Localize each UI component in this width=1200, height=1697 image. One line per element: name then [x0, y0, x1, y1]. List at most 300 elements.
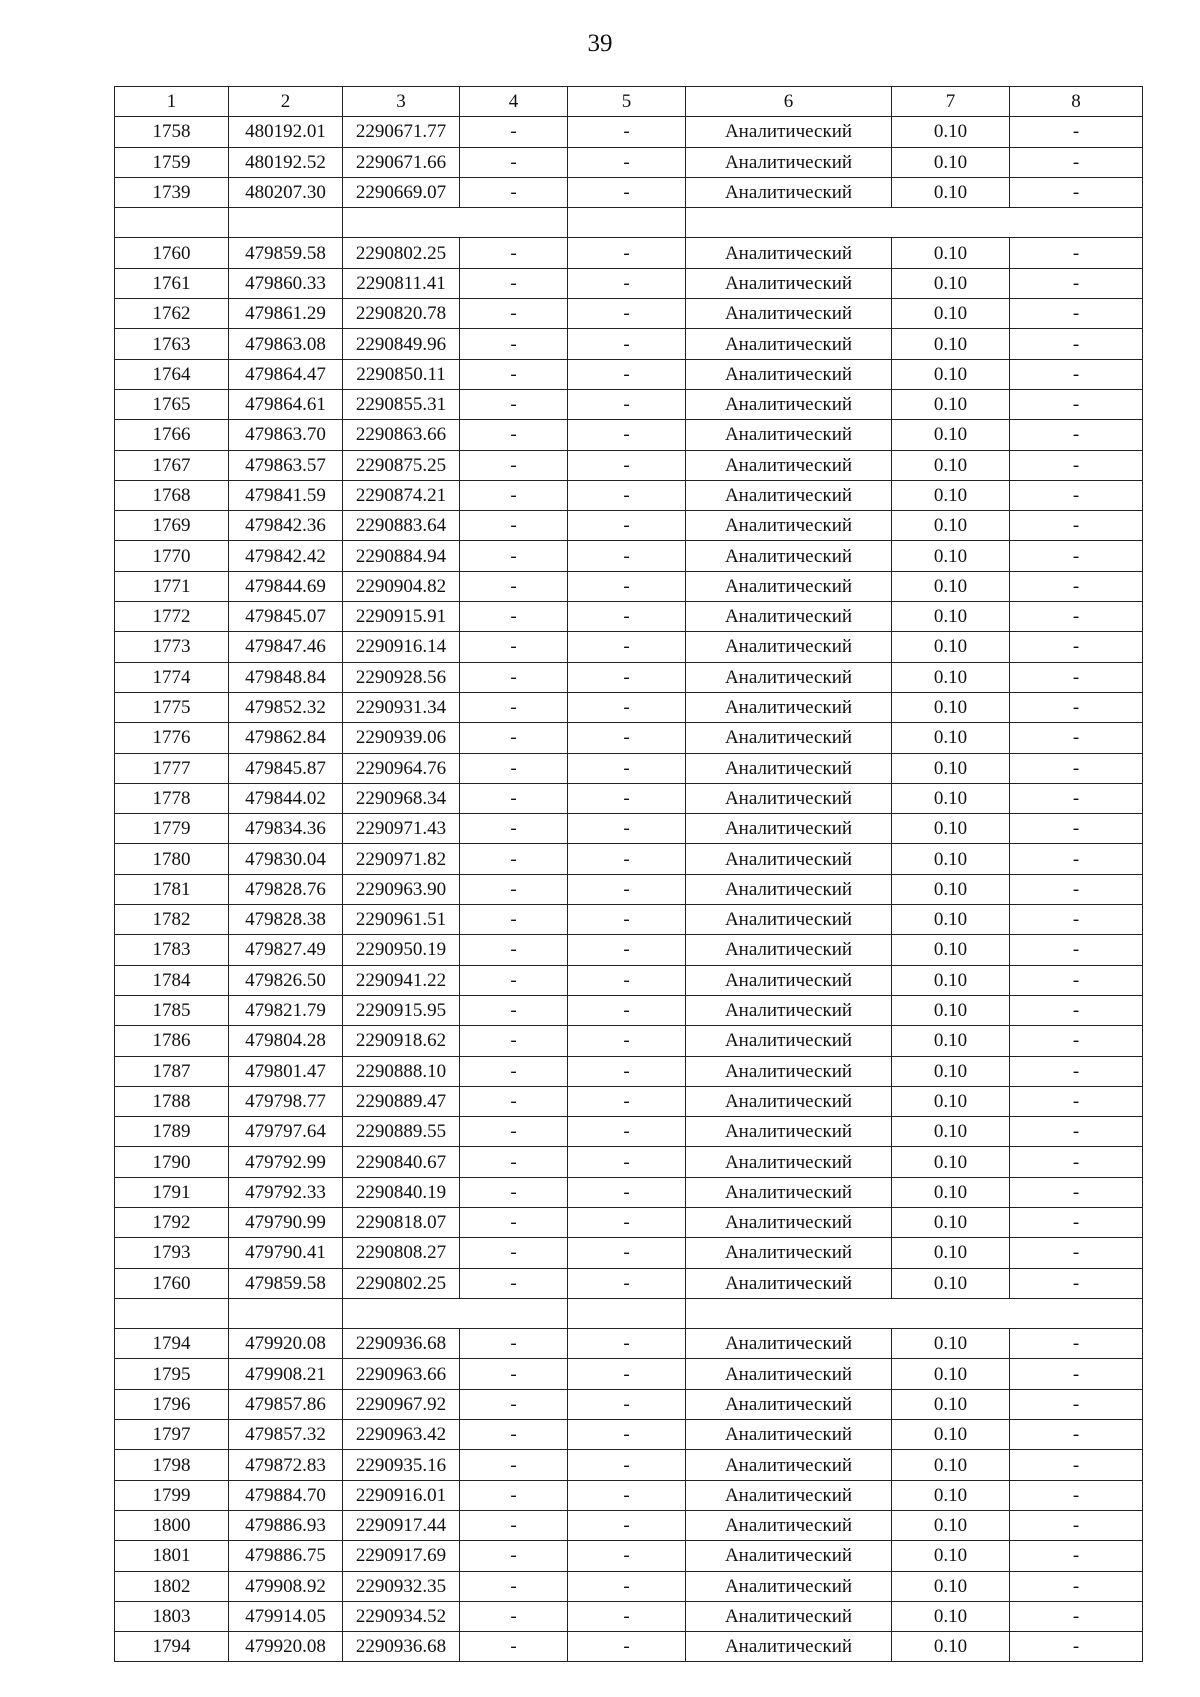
cell-col-6: Аналитический	[686, 420, 892, 450]
cell-col-6: Аналитический	[686, 1450, 892, 1480]
cell-col-4: -	[460, 359, 568, 389]
cell-col-8: -	[1010, 299, 1143, 329]
cell-col-4: -	[460, 1026, 568, 1056]
table-row	[115, 1480, 1143, 1510]
cell-col-6: Аналитический	[686, 844, 892, 874]
table-row	[115, 117, 1143, 147]
cell-col-6: Аналитический	[686, 1571, 892, 1601]
cell-col-7: 0.10	[892, 662, 1010, 692]
separator-cell	[892, 1298, 1010, 1328]
cell-col-1: 1791	[115, 1177, 229, 1207]
cell-col-5: -	[568, 1268, 686, 1298]
cell-col-4: -	[460, 329, 568, 359]
table-row	[115, 541, 1143, 571]
cell-col-1: 1775	[115, 692, 229, 722]
cell-col-4: -	[460, 389, 568, 419]
cell-col-5: -	[568, 1207, 686, 1237]
cell-col-3: 2290950.19	[343, 935, 460, 965]
cell-col-2: 480192.01	[229, 117, 343, 147]
cell-col-1: 1766	[115, 420, 229, 450]
cell-col-4: -	[460, 753, 568, 783]
table-row	[115, 753, 1143, 783]
table-row	[115, 783, 1143, 813]
cell-col-3: 2290802.25	[343, 238, 460, 268]
cell-col-8: -	[1010, 1329, 1143, 1359]
table-row	[115, 814, 1143, 844]
cell-col-3: 2290936.68	[343, 1632, 460, 1662]
cell-col-7: 0.10	[892, 1389, 1010, 1419]
cell-col-5: -	[568, 1026, 686, 1056]
cell-col-5: -	[568, 1238, 686, 1268]
cell-col-7: 0.10	[892, 783, 1010, 813]
cell-col-7: 0.10	[892, 1026, 1010, 1056]
cell-col-4: -	[460, 1268, 568, 1298]
cell-col-3: 2290971.43	[343, 814, 460, 844]
cell-col-4: -	[460, 783, 568, 813]
cell-col-7: 0.10	[892, 1147, 1010, 1177]
cell-col-6: Аналитический	[686, 1147, 892, 1177]
cell-col-8: -	[1010, 1268, 1143, 1298]
cell-col-2: 479863.57	[229, 450, 343, 480]
cell-col-8: -	[1010, 753, 1143, 783]
cell-col-8: -	[1010, 1450, 1143, 1480]
cell-col-3: 2290916.14	[343, 632, 460, 662]
cell-col-8: -	[1010, 147, 1143, 177]
cell-col-8: -	[1010, 1420, 1143, 1450]
table-row	[115, 329, 1143, 359]
table-row	[115, 662, 1143, 692]
cell-col-5: -	[568, 238, 686, 268]
cell-col-1: 1764	[115, 359, 229, 389]
cell-col-6: Аналитический	[686, 1117, 892, 1147]
cell-col-1: 1758	[115, 117, 229, 147]
table-row	[115, 450, 1143, 480]
cell-col-7: 0.10	[892, 1420, 1010, 1450]
cell-col-2: 479864.61	[229, 389, 343, 419]
cell-col-1: 1762	[115, 299, 229, 329]
separator-cell	[343, 1298, 460, 1328]
cell-col-3: 2290889.55	[343, 1117, 460, 1147]
cell-col-6: Аналитический	[686, 299, 892, 329]
cell-col-3: 2290840.19	[343, 1177, 460, 1207]
cell-col-7: 0.10	[892, 1541, 1010, 1571]
cell-col-5: -	[568, 389, 686, 419]
cell-col-2: 479790.99	[229, 1207, 343, 1237]
cell-col-1: 1787	[115, 1056, 229, 1086]
separator-row	[115, 208, 1143, 238]
cell-col-6: Аналитический	[686, 389, 892, 419]
cell-col-6: Аналитический	[686, 1420, 892, 1450]
cell-col-1: 1794	[115, 1632, 229, 1662]
cell-col-8: -	[1010, 995, 1143, 1025]
cell-col-4: -	[460, 571, 568, 601]
cell-col-6: Аналитический	[686, 238, 892, 268]
cell-col-6: Аналитический	[686, 1632, 892, 1662]
cell-col-8: -	[1010, 238, 1143, 268]
cell-col-8: -	[1010, 602, 1143, 632]
cell-col-3: 2290863.66	[343, 420, 460, 450]
cell-col-2: 479826.50	[229, 965, 343, 995]
cell-col-4: -	[460, 692, 568, 722]
separator-row	[115, 1298, 1143, 1328]
cell-col-7: 0.10	[892, 117, 1010, 147]
cell-col-6: Аналитический	[686, 753, 892, 783]
cell-col-4: -	[460, 874, 568, 904]
cell-col-4: -	[460, 1632, 568, 1662]
table-row	[115, 1632, 1143, 1662]
cell-col-6: Аналитический	[686, 935, 892, 965]
cell-col-3: 2290671.66	[343, 147, 460, 177]
cell-col-3: 2290915.91	[343, 602, 460, 632]
table-row	[115, 1601, 1143, 1631]
cell-col-2: 479886.75	[229, 1541, 343, 1571]
cell-col-8: -	[1010, 420, 1143, 450]
cell-col-1: 1774	[115, 662, 229, 692]
cell-col-8: -	[1010, 1056, 1143, 1086]
cell-col-4: -	[460, 177, 568, 207]
table-row	[115, 632, 1143, 662]
cell-col-4: -	[460, 1420, 568, 1450]
cell-col-2: 479841.59	[229, 480, 343, 510]
cell-col-8: -	[1010, 814, 1143, 844]
cell-col-7: 0.10	[892, 632, 1010, 662]
cell-col-4: -	[460, 1117, 568, 1147]
cell-col-6: Аналитический	[686, 662, 892, 692]
cell-col-4: -	[460, 965, 568, 995]
cell-col-1: 1739	[115, 177, 229, 207]
cell-col-3: 2290889.47	[343, 1086, 460, 1116]
cell-col-6: Аналитический	[686, 1359, 892, 1389]
table-row	[115, 177, 1143, 207]
cell-col-8: -	[1010, 844, 1143, 874]
table-row	[115, 935, 1143, 965]
cell-col-2: 479857.86	[229, 1389, 343, 1419]
cell-col-4: -	[460, 814, 568, 844]
cell-col-2: 479857.32	[229, 1420, 343, 1450]
cell-col-5: -	[568, 692, 686, 722]
separator-cell	[460, 1298, 568, 1328]
cell-col-2: 479860.33	[229, 268, 343, 298]
cell-col-3: 2290904.82	[343, 571, 460, 601]
cell-col-8: -	[1010, 329, 1143, 359]
table-row	[115, 1056, 1143, 1086]
cell-col-2: 479792.33	[229, 1177, 343, 1207]
cell-col-5: -	[568, 147, 686, 177]
cell-col-7: 0.10	[892, 541, 1010, 571]
table-row	[115, 1238, 1143, 1268]
cell-col-7: 0.10	[892, 450, 1010, 480]
cell-col-4: -	[460, 117, 568, 147]
cell-col-6: Аналитический	[686, 632, 892, 662]
cell-col-4: -	[460, 268, 568, 298]
table-row	[115, 268, 1143, 298]
cell-col-6: Аналитический	[686, 965, 892, 995]
table-row	[115, 480, 1143, 510]
cell-col-1: 1769	[115, 511, 229, 541]
cell-col-7: 0.10	[892, 1632, 1010, 1662]
table-row	[115, 1026, 1143, 1056]
cell-col-3: 2290917.44	[343, 1510, 460, 1540]
cell-col-2: 480192.52	[229, 147, 343, 177]
cell-col-2: 479863.08	[229, 329, 343, 359]
table-row	[115, 299, 1143, 329]
cell-col-6: Аналитический	[686, 1207, 892, 1237]
cell-col-1: 1782	[115, 905, 229, 935]
cell-col-6: Аналитический	[686, 359, 892, 389]
cell-col-2: 479844.69	[229, 571, 343, 601]
separator-cell	[568, 208, 686, 238]
cell-col-6: Аналитический	[686, 571, 892, 601]
table-row	[115, 1117, 1143, 1147]
cell-col-2: 479884.70	[229, 1480, 343, 1510]
cell-col-1: 1794	[115, 1329, 229, 1359]
cell-col-8: -	[1010, 1147, 1143, 1177]
cell-col-6: Аналитический	[686, 480, 892, 510]
cell-col-6: Аналитический	[686, 511, 892, 541]
separator-cell	[686, 1298, 892, 1328]
cell-col-7: 0.10	[892, 389, 1010, 419]
cell-col-6: Аналитический	[686, 1056, 892, 1086]
cell-col-1: 1765	[115, 389, 229, 419]
table-header-row	[115, 87, 1143, 117]
cell-col-1: 1770	[115, 541, 229, 571]
cell-col-5: -	[568, 965, 686, 995]
table-row	[115, 1207, 1143, 1237]
page-number: 39	[587, 30, 613, 57]
separator-cell	[229, 208, 343, 238]
cell-col-7: 0.10	[892, 329, 1010, 359]
cell-col-5: -	[568, 1480, 686, 1510]
cell-col-7: 0.10	[892, 1510, 1010, 1540]
cell-col-7: 0.10	[892, 1268, 1010, 1298]
table-row	[115, 1389, 1143, 1419]
cell-col-1: 1788	[115, 1086, 229, 1116]
cell-col-2: 479842.42	[229, 541, 343, 571]
cell-col-3: 2290883.64	[343, 511, 460, 541]
table-row	[115, 238, 1143, 268]
cell-col-2: 479848.84	[229, 662, 343, 692]
cell-col-6: Аналитический	[686, 1238, 892, 1268]
cell-col-4: -	[460, 844, 568, 874]
cell-col-1: 1771	[115, 571, 229, 601]
cell-col-1: 1760	[115, 1268, 229, 1298]
cell-col-4: 4	[460, 87, 568, 117]
cell-col-4: -	[460, 995, 568, 1025]
cell-col-7: 0.10	[892, 1207, 1010, 1237]
cell-col-3: 2290808.27	[343, 1238, 460, 1268]
cell-col-1: 1796	[115, 1389, 229, 1419]
cell-col-3: 2290918.62	[343, 1026, 460, 1056]
cell-col-6: Аналитический	[686, 1601, 892, 1631]
cell-col-4: -	[460, 541, 568, 571]
separator-cell	[1010, 1298, 1143, 1328]
table-row	[115, 389, 1143, 419]
cell-col-5: -	[568, 1117, 686, 1147]
cell-col-2: 479908.92	[229, 1571, 343, 1601]
cell-col-1: 1803	[115, 1601, 229, 1631]
cell-col-7: 0.10	[892, 1571, 1010, 1601]
cell-col-7: 0.10	[892, 1238, 1010, 1268]
table-row	[115, 844, 1143, 874]
cell-col-1: 1784	[115, 965, 229, 995]
cell-col-2: 479859.58	[229, 1268, 343, 1298]
cell-col-4: -	[460, 1329, 568, 1359]
table-row	[115, 1329, 1143, 1359]
cell-col-4: -	[460, 935, 568, 965]
cell-col-3: 2290931.34	[343, 692, 460, 722]
separator-cell	[892, 208, 1010, 238]
cell-col-5: -	[568, 662, 686, 692]
cell-col-5: -	[568, 1359, 686, 1389]
cell-col-5: -	[568, 1177, 686, 1207]
cell-col-1: 1768	[115, 480, 229, 510]
table-row	[115, 1450, 1143, 1480]
cell-col-2: 479864.47	[229, 359, 343, 389]
cell-col-2: 2	[229, 87, 343, 117]
cell-col-6: Аналитический	[686, 874, 892, 904]
cell-col-3: 2290961.51	[343, 905, 460, 935]
cell-col-2: 479863.70	[229, 420, 343, 450]
cell-col-8: -	[1010, 268, 1143, 298]
cell-col-5: -	[568, 329, 686, 359]
cell-col-8: -	[1010, 874, 1143, 904]
cell-col-1: 1802	[115, 1571, 229, 1601]
table-row	[115, 692, 1143, 722]
cell-col-8: -	[1010, 1117, 1143, 1147]
cell-col-5: -	[568, 541, 686, 571]
cell-col-2: 479830.04	[229, 844, 343, 874]
cell-col-1: 1799	[115, 1480, 229, 1510]
cell-col-5: 5	[568, 87, 686, 117]
cell-col-8: -	[1010, 1601, 1143, 1631]
cell-col-5: -	[568, 1389, 686, 1419]
cell-col-8: -	[1010, 1480, 1143, 1510]
cell-col-3: 2290916.01	[343, 1480, 460, 1510]
cell-col-5: -	[568, 814, 686, 844]
cell-col-4: -	[460, 511, 568, 541]
cell-col-3: 2290849.96	[343, 329, 460, 359]
cell-col-6: Аналитический	[686, 602, 892, 632]
cell-col-7: 0.10	[892, 359, 1010, 389]
cell-col-1: 1778	[115, 783, 229, 813]
cell-col-4: -	[460, 1238, 568, 1268]
cell-col-7: 0.10	[892, 480, 1010, 510]
cell-col-6: Аналитический	[686, 147, 892, 177]
cell-col-1: 1777	[115, 753, 229, 783]
cell-col-1: 1792	[115, 1207, 229, 1237]
cell-col-3: 2290888.10	[343, 1056, 460, 1086]
cell-col-7: 0.10	[892, 1117, 1010, 1147]
separator-cell	[343, 208, 460, 238]
cell-col-4: -	[460, 1177, 568, 1207]
cell-col-8: -	[1010, 723, 1143, 753]
cell-col-3: 2290820.78	[343, 299, 460, 329]
cell-col-8: 8	[1010, 87, 1143, 117]
cell-col-2: 480207.30	[229, 177, 343, 207]
cell-col-5: -	[568, 571, 686, 601]
cell-col-3: 2290875.25	[343, 450, 460, 480]
cell-col-2: 479844.02	[229, 783, 343, 813]
cell-col-5: -	[568, 420, 686, 450]
cell-col-4: -	[460, 480, 568, 510]
cell-col-3: 2290963.66	[343, 1359, 460, 1389]
cell-col-4: -	[460, 1207, 568, 1237]
cell-col-6: Аналитический	[686, 117, 892, 147]
cell-col-5: -	[568, 1420, 686, 1450]
cell-col-2: 479845.07	[229, 602, 343, 632]
cell-col-3: 2290811.41	[343, 268, 460, 298]
table-row	[115, 1359, 1143, 1389]
cell-col-2: 479886.93	[229, 1510, 343, 1540]
cell-col-7: 0.10	[892, 814, 1010, 844]
cell-col-6: Аналитический	[686, 995, 892, 1025]
cell-col-7: 0.10	[892, 1329, 1010, 1359]
cell-col-6: Аналитический	[686, 1389, 892, 1419]
cell-col-2: 479852.32	[229, 692, 343, 722]
cell-col-1: 1772	[115, 602, 229, 632]
cell-col-5: -	[568, 480, 686, 510]
cell-col-4: -	[460, 632, 568, 662]
cell-col-4: -	[460, 1571, 568, 1601]
cell-col-4: -	[460, 1510, 568, 1540]
cell-col-6: Аналитический	[686, 1177, 892, 1207]
cell-col-8: -	[1010, 359, 1143, 389]
cell-col-2: 479914.05	[229, 1601, 343, 1631]
cell-col-7: 0.10	[892, 874, 1010, 904]
cell-col-7: 0.10	[892, 602, 1010, 632]
cell-col-5: -	[568, 1601, 686, 1631]
table-row	[115, 1268, 1143, 1298]
cell-col-8: -	[1010, 1086, 1143, 1116]
table-body	[115, 87, 1143, 1662]
table-row	[115, 723, 1143, 753]
cell-col-2: 479920.08	[229, 1632, 343, 1662]
cell-col-5: -	[568, 299, 686, 329]
cell-col-4: -	[460, 1056, 568, 1086]
cell-col-2: 479847.46	[229, 632, 343, 662]
cell-col-5: -	[568, 450, 686, 480]
cell-col-4: -	[460, 602, 568, 632]
cell-col-8: -	[1010, 1571, 1143, 1601]
cell-col-7: 0.10	[892, 1056, 1010, 1086]
cell-col-5: -	[568, 783, 686, 813]
cell-col-1: 1760	[115, 238, 229, 268]
cell-col-7: 0.10	[892, 753, 1010, 783]
cell-col-2: 479920.08	[229, 1329, 343, 1359]
table-row	[115, 905, 1143, 935]
cell-col-4: -	[460, 1086, 568, 1116]
cell-col-6: Аналитический	[686, 1510, 892, 1540]
table-row	[115, 359, 1143, 389]
cell-col-5: -	[568, 844, 686, 874]
cell-col-7: 0.10	[892, 965, 1010, 995]
separator-cell	[686, 208, 892, 238]
cell-col-3: 2290936.68	[343, 1329, 460, 1359]
cell-col-2: 479828.38	[229, 905, 343, 935]
cell-col-1: 1781	[115, 874, 229, 904]
cell-col-7: 0.10	[892, 238, 1010, 268]
cell-col-2: 479828.76	[229, 874, 343, 904]
separator-cell	[1010, 208, 1143, 238]
cell-col-3: 3	[343, 87, 460, 117]
cell-col-1: 1	[115, 87, 229, 117]
cell-col-6: Аналитический	[686, 692, 892, 722]
cell-col-4: -	[460, 238, 568, 268]
cell-col-5: -	[568, 1541, 686, 1571]
cell-col-8: -	[1010, 783, 1143, 813]
cell-col-4: -	[460, 420, 568, 450]
cell-col-4: -	[460, 905, 568, 935]
